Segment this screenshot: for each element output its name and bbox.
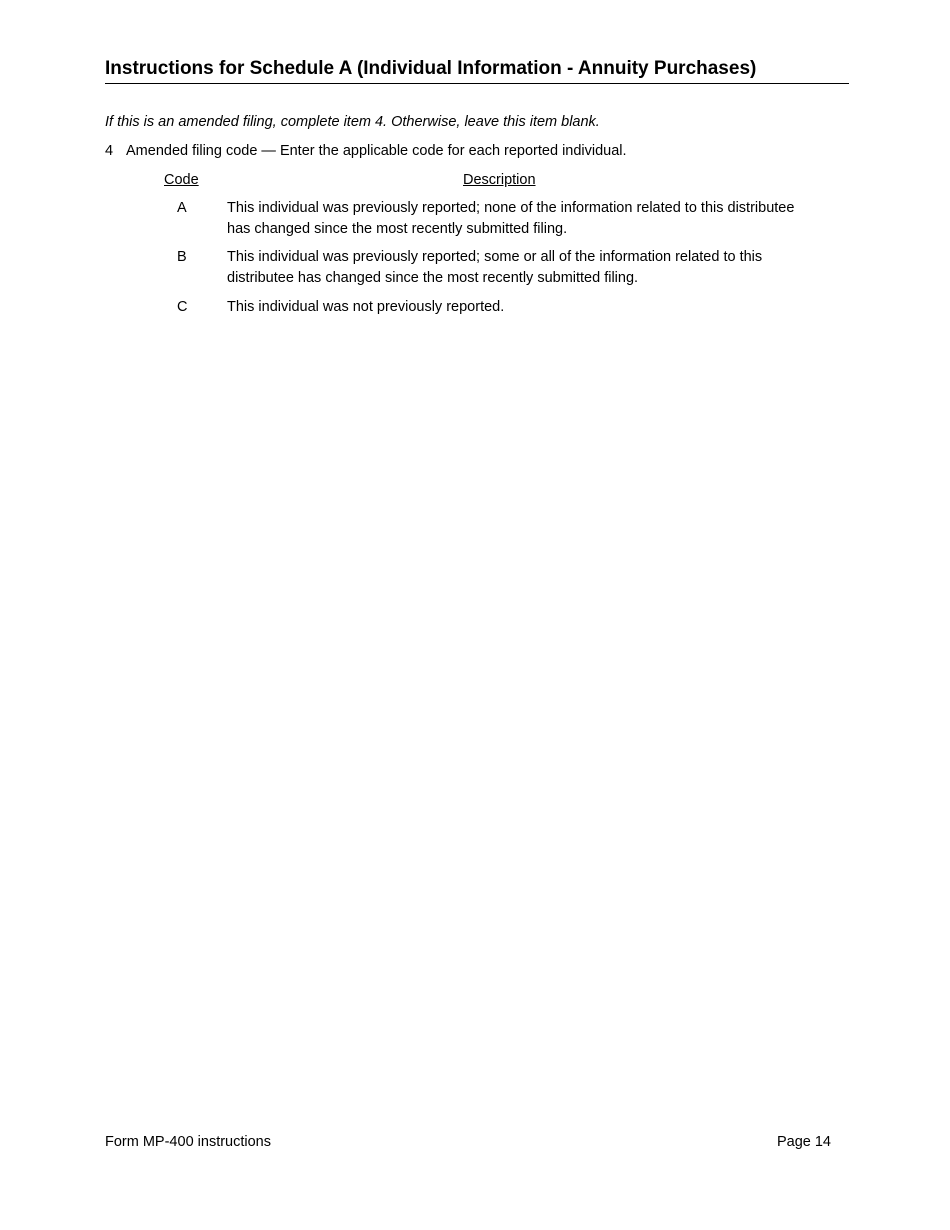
- code-column-header: Code: [164, 172, 199, 188]
- row-description: This individual was not previously reported.: [227, 299, 505, 315]
- item-4: [105, 141, 627, 161]
- amended-filing-note: If this is an amended filing, complete item 4. Otherwise, leave this item blank.: [105, 114, 600, 130]
- item-number: 4: [105, 143, 114, 159]
- footer-form-name: Form MP-400 instructions: [105, 1134, 271, 1150]
- row-code: C: [177, 299, 188, 315]
- item-text: Amended filing code — Enter the applicable code for each reported individual.: [126, 143, 627, 159]
- footer-page-number: Page 14: [776, 1134, 831, 1150]
- page-title: Instructions for Schedule A (Individual Information - Annuity Purchases): [105, 56, 849, 84]
- row-description: This individual was previously reported; none of the information related to this distributee has changed since the most recently submitted filing.: [227, 200, 795, 237]
- row-code: A: [177, 200, 187, 216]
- row-description: This individual was previously reported; some or all of the information related to this distributee has changed since the most recently submitted filing.: [227, 249, 763, 286]
- description-column-header: Description: [463, 172, 536, 188]
- row-code: B: [177, 249, 187, 265]
